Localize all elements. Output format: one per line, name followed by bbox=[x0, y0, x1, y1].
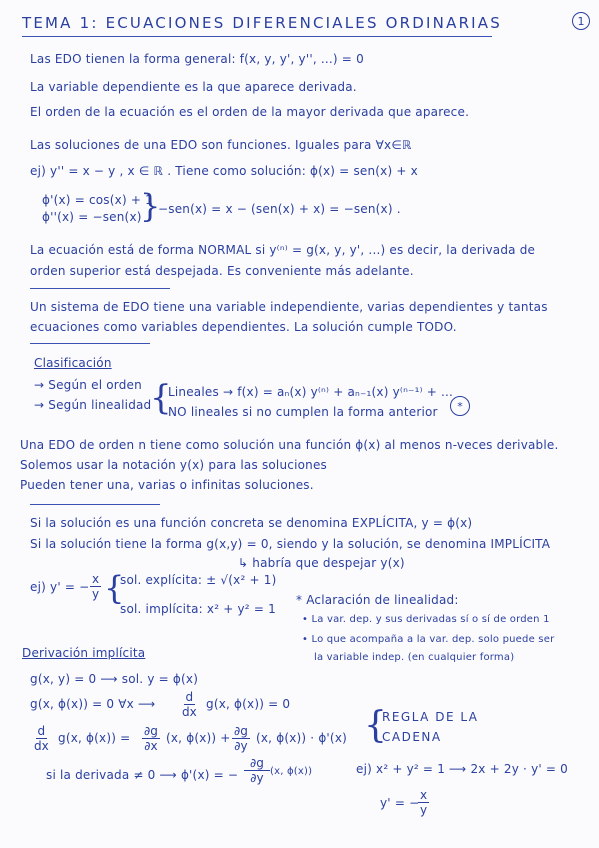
implicit-definition: Si la solución tiene la forma g(x,y) = 0, siendo y la solución, se denomina IMPLÍCITA bbox=[30, 537, 551, 551]
ratio-numerator bbox=[244, 756, 270, 771]
implicit-identity-rhs: g(x, ϕ(x)) = 0 bbox=[206, 697, 291, 711]
implicit-setup: g(x, y) = 0 ⟶ sol. y = ϕ(x) bbox=[30, 672, 199, 686]
implicit-derivation-heading: Derivación implícita bbox=[22, 646, 146, 660]
numerator: x bbox=[92, 572, 100, 586]
chain-rule-lhs: g(x, ϕ(x)) = bbox=[58, 731, 131, 745]
d-over-dx-1 bbox=[182, 690, 197, 719]
clarification-point-2-cont: la variable indep. (en cualquier forma) bbox=[314, 652, 515, 663]
right-brace: } bbox=[140, 187, 161, 225]
page-title: TEMA 1: ECUACIONES DIFERENCIALES ORDINARIAS bbox=[22, 14, 502, 32]
example-brace: { bbox=[104, 569, 125, 607]
result-fraction bbox=[418, 788, 429, 817]
frac-den: y bbox=[420, 803, 428, 817]
normal-form-line-2: orden superior está despejada. Es conveniente más adelante. bbox=[30, 264, 414, 278]
frac-num: d bbox=[37, 724, 46, 738]
substitution-check: −sen(x) = x − (sen(x) + x) = −sen(x) . bbox=[158, 202, 401, 216]
implicit-identity: g(x, ϕ(x)) = 0 ∀x ⟶ bbox=[30, 697, 156, 711]
frac-den: ∂y bbox=[234, 739, 248, 753]
linear-form: Lineales → f(x) = aₙ(x) y⁽ⁿ⁾ + aₙ₋₁(x) y⁽ⁿ⁻¹⁾ + ... bbox=[168, 385, 454, 399]
chain-rule-term-2: (x, ϕ(x)) · ϕ'(x) bbox=[256, 731, 347, 745]
by-order: → Según el orden bbox=[34, 378, 142, 392]
by-linearity: → Según linealidad bbox=[34, 398, 152, 412]
dg-over-dy bbox=[232, 724, 250, 753]
solutions-note: Las soluciones de una EDO son funciones. Iguales para ∀x∈ℝ bbox=[30, 138, 412, 152]
frac-den: dx bbox=[182, 705, 197, 719]
chain-rule-label-1: REGLA DE LA bbox=[382, 710, 479, 724]
explicit-definition: Si la solución es una función concreta se denomina EXPLÍCITA, y = ϕ(x) bbox=[30, 516, 473, 530]
nonlinear-form: NO lineales si no cumplen la forma anterior bbox=[168, 405, 438, 419]
frac-den: dx bbox=[34, 739, 49, 753]
normal-form-line-1: La ecuación está de forma NORMAL si y⁽ⁿ⁾ = g(x, y, y', ...) es decir, la derivada de bbox=[30, 243, 536, 257]
ratio-denominator bbox=[250, 771, 263, 785]
dependent-variable-note: La variable dependiente es la que aparece derivada. bbox=[30, 80, 357, 94]
n-times-derivable: Una EDO de orden n tiene como solución una función ϕ(x) al menos n-veces derivable. bbox=[20, 438, 559, 452]
system-line-2: ecuaciones como variables dependientes. La solución cumple TODO. bbox=[30, 320, 457, 334]
implicit-solution: sol. implícita: x² + y² = 1 bbox=[120, 602, 276, 616]
dg-over-dx bbox=[142, 724, 160, 753]
isolate-note: ↳ habría que despejar y(x) bbox=[238, 556, 405, 570]
clarification-point-1: • La var. dep. y sus derivadas sí o sí de orden 1 bbox=[302, 614, 550, 625]
derivative-ratio bbox=[244, 756, 270, 785]
dg: ∂g bbox=[250, 756, 264, 770]
example-1: ej) y'' = x − y , x ∈ ℝ . Tiene como solución: ϕ(x) = sen(x) + x bbox=[30, 164, 418, 178]
left-brace: { bbox=[150, 378, 172, 418]
system-line-1: Un sistema de EDO tiene una variable independiente, varias dependientes y tantas bbox=[30, 300, 548, 314]
divider-1 bbox=[30, 288, 170, 289]
ratio-argument: (x, ϕ(x)) bbox=[270, 766, 313, 777]
clarification-point-2: • Lo que acompaña a la var. dep. solo puede ser bbox=[302, 634, 555, 645]
chain-rule-brace: { bbox=[364, 705, 387, 746]
classification-heading: Clasificación bbox=[34, 356, 112, 370]
notation-note: Solemos usar la notación y(x) para las soluciones bbox=[20, 458, 327, 472]
example-3-result: y' = − bbox=[380, 796, 420, 810]
title-underline bbox=[22, 36, 492, 37]
asterisk-marker: * bbox=[450, 396, 470, 416]
dy: ∂y bbox=[250, 771, 264, 785]
linearity-clarification: * Aclaración de linealidad: bbox=[296, 593, 459, 607]
explicit-solution: sol. explícita: ± √(x² + 1) bbox=[120, 573, 277, 587]
divider-2 bbox=[30, 343, 150, 344]
frac-num: d bbox=[185, 690, 194, 704]
frac-num: ∂g bbox=[144, 724, 158, 738]
number-of-solutions: Pueden tener una, varias o infinitas soluciones. bbox=[20, 478, 314, 492]
derivative-2: ϕ''(x) = −sen(x) bbox=[42, 210, 142, 224]
denominator: y bbox=[92, 587, 100, 601]
page-number: 1 bbox=[572, 12, 590, 30]
divider-3 bbox=[30, 504, 160, 505]
derivative-1: ϕ'(x) = cos(x) + 1 bbox=[42, 193, 153, 207]
fraction-x-over-y bbox=[90, 572, 101, 601]
example-2-label: ej) y' = − bbox=[30, 580, 90, 594]
frac-den: ∂x bbox=[144, 739, 158, 753]
example-3: ej) x² + y² = 1 ⟶ 2x + 2y · y' = 0 bbox=[356, 762, 568, 776]
chain-rule-label-2: CADENA bbox=[382, 730, 442, 744]
nonzero-derivative: si la derivada ≠ 0 ⟶ ϕ'(x) = − bbox=[46, 768, 239, 782]
edo-general-form: Las EDO tienen la forma general: f(x, y, y', y'', ...) = 0 bbox=[30, 52, 364, 66]
order-definition: El orden de la ecuación es el orden de la mayor derivada que aparece. bbox=[30, 105, 470, 119]
d-over-dx-2 bbox=[34, 724, 49, 753]
chain-rule-term-1: (x, ϕ(x)) + bbox=[166, 731, 231, 745]
frac-num: x bbox=[420, 788, 428, 802]
frac-num: ∂g bbox=[234, 724, 248, 738]
